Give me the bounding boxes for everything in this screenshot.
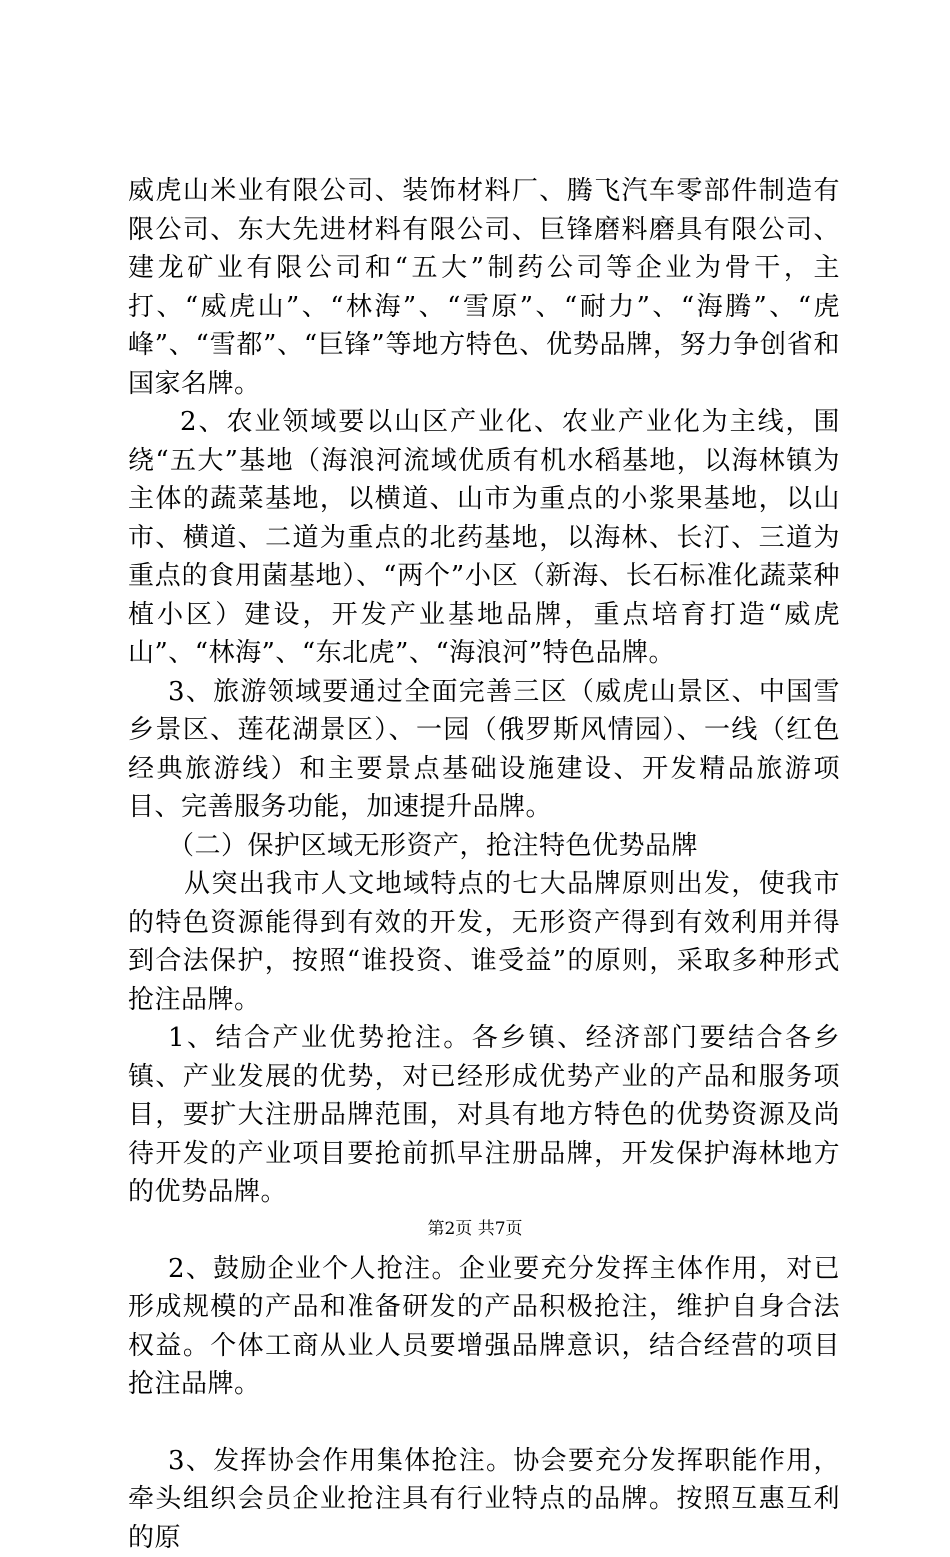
paragraph-enterprise-registration: 2、鼓励企业个人抢注。企业要充分发挥主体作用，对已形成规模的产品和准备研发的产品积极抢注，维护自身合法权益。个体工商从业人员要增强品牌意识，结合经营的项目抢注品牌。 — [128, 1250, 840, 1404]
paragraph-agriculture: 2、农业领域要以山区产业化、农业产业化为主线，围绕“五大”基地（海浪河流域优质有机水稻基地，以海林镇为主体的蔬菜基地，以横道、山市为重点的小浆果基地，以山市、横道、二道为重点的北药基地，以海林、长汀、三道为重点的食用菌基地）、“两个”小区（新海、长石标准化蔬菜种植小区）建设，开发产业基地品牌，重点培育打造“威虎山”、“林海”、“东北虎”、“海浪河”特色品牌。 — [128, 403, 840, 673]
paragraph-principles: 从突出我市人文地域特点的七大品牌原则出发，使我市的特色资源能得到有效的开发，无形资产得到有效利用并得到合法保护，按照“谁投资、谁受益”的原则，采取多种形式抢注品牌。 — [128, 865, 840, 1019]
section-heading-protect-assets: （二）保护区域无形资产，抢注特色优势品牌 — [128, 827, 840, 866]
paragraph-association: 3、发挥协会作用集体抢注。协会要充分发挥职能作用，牵头组织会员企业抢注具有行业特点的品牌。按照互惠互利的原 — [128, 1442, 840, 1557]
page-number-footer: 第2页 共7页 — [0, 1218, 950, 1240]
paragraph-tourism: 3、旅游领域要通过全面完善三区（威虎山景区、中国雪乡景区、莲花湖景区）、一园（俄罗斯风情园）、一线（红色经典旅游线）和主要景点基础设施建设、开发精品旅游项目、完善服务功能，加速提升品牌。 — [128, 673, 840, 827]
paragraph-enterprise-brands: 威虎山米业有限公司、装饰材料厂、腾飞汽车零部件制造有限公司、东大先进材料有限公司、巨锋磨料磨具有限公司、建龙矿业有限公司和“五大”制药公司等企业为骨干，主打、“威虎山”、“林海”、“雪原”、“耐力”、“海腾”、“虎峰”、“雪都”、“巨锋”等地方特色、优势品牌，努力争创省和国家名牌。 — [128, 172, 840, 403]
document-body — [128, 172, 840, 1557]
paragraph-industry-advantage: 1、结合产业优势抢注。各乡镇、经济部门要结合各乡镇、产业发展的优势，对已经形成优势产业的产品和服务项目，要扩大注册品牌范围，对具有地方特色的优势资源及尚待开发的产业项目要抢前抓早注册品牌，开发保护海林地方的优势品牌。 — [128, 1019, 840, 1212]
